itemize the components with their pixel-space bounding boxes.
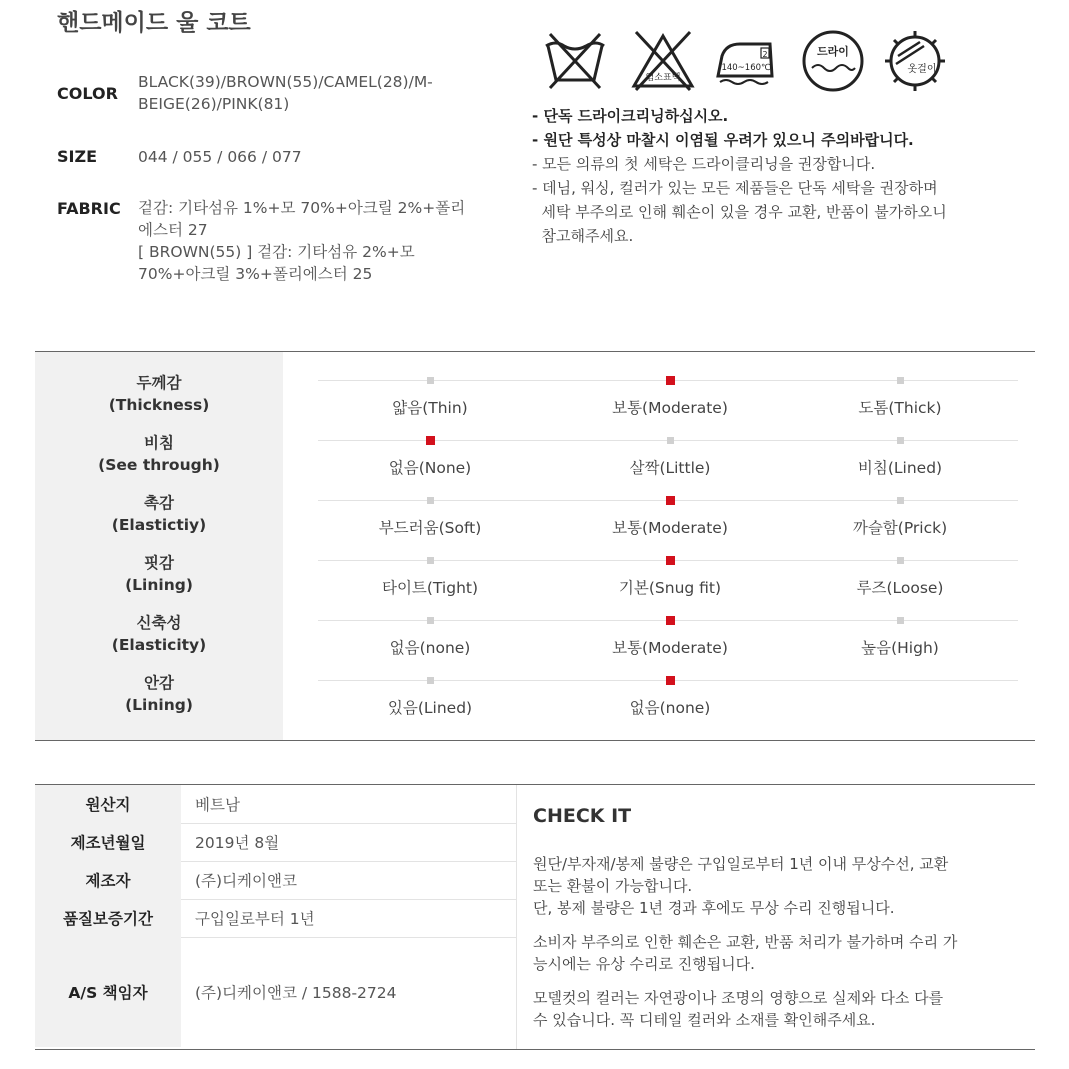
- note-line: 세탁 부주의로 인해 훼손이 있을 경우 교환, 반품이 불가하오니: [532, 203, 947, 221]
- bleach-text: 염소표백: [645, 73, 681, 83]
- size-value: 044 / 055 / 066 / 077: [138, 148, 302, 166]
- check-line: 수 있습니다. 꼭 디테일 컬러와 소재를 확인해주세요.: [533, 1011, 876, 1029]
- rating-option: 얇음(Thin): [392, 399, 468, 417]
- rating-option: 높음(High): [861, 639, 939, 657]
- check-line: 또는 환불이 가능합니다.: [533, 877, 693, 895]
- care-icons: [542, 28, 962, 94]
- rating-name: [35, 552, 283, 596]
- rating-name-en: (Lining): [125, 696, 193, 714]
- rating-name: [35, 372, 283, 416]
- info-label: 원산지: [35, 785, 181, 823]
- rating-marker-selected: [426, 436, 435, 445]
- rating-name: [35, 432, 283, 476]
- info-label: 제조자: [35, 861, 181, 899]
- info-divider: [516, 785, 517, 1049]
- dry-clean-icon: [800, 28, 866, 98]
- fabric-value: [138, 197, 508, 285]
- info-row: [35, 785, 516, 824]
- info-value: 2019년 8월: [195, 834, 280, 852]
- iron-digit: 2: [762, 50, 768, 59]
- no-hand-wash-icon: [542, 28, 608, 98]
- rating-name-ko: 안감: [144, 674, 174, 692]
- rating-row: [35, 432, 1035, 492]
- rating-name-ko: 비침: [144, 434, 174, 452]
- rating-name: [35, 672, 283, 716]
- rating-marker: [427, 677, 434, 684]
- rating-option: 없음(none): [389, 639, 471, 657]
- rating-option: 보통(Moderate): [612, 519, 728, 537]
- info-value: (주)디케이앤코: [195, 872, 297, 890]
- rating-option: 보통(Moderate): [612, 399, 728, 417]
- rating-name-ko: 신축성: [136, 614, 182, 632]
- rating-option: 타이트(Tight): [381, 579, 479, 597]
- rating-option: 있음(Lined): [387, 699, 473, 717]
- dry-text: 드라이: [817, 45, 849, 58]
- rating-name-en: (See through): [98, 456, 220, 474]
- rating-marker: [897, 377, 904, 384]
- info-label: A/S 책임자: [35, 937, 181, 1047]
- note-line: - 데님, 워싱, 컬러가 있는 모든 제품들은 단독 세탁을 권장하며: [532, 179, 938, 197]
- info-label: 품질보증기간: [35, 899, 181, 937]
- product-title: 핸드메이드 울 코트: [57, 10, 251, 36]
- care-notes: [532, 104, 1032, 248]
- rating-row: [35, 672, 1035, 732]
- no-bleach-icon: [630, 28, 696, 98]
- note-line: - 단독 드라이크리닝하십시오.: [532, 107, 729, 125]
- rating-name-ko: 촉감: [144, 494, 174, 512]
- rating-marker-selected: [666, 376, 675, 385]
- rating-marker: [897, 617, 904, 624]
- check-line: 모델컷의 컬러는 자연광이나 조명의 영향으로 실제와 다소 다를: [533, 989, 944, 1007]
- rating-option: 살짝(Little): [629, 459, 711, 477]
- info-row: [35, 861, 516, 900]
- rating-option: 부드러움(Soft): [378, 519, 482, 537]
- rating-marker: [897, 437, 904, 444]
- rating-marker: [427, 617, 434, 624]
- check-line: 원단/부자재/봉제 불량은 구입일로부터 1년 이내 무상수선, 교환: [533, 855, 949, 873]
- color-line: BLACK(39)/BROWN(55)/CAMEL(28)/M-: [138, 73, 433, 91]
- fabric-label: FABRIC: [57, 199, 121, 218]
- rating-option: 까슬함(Prick): [852, 519, 948, 537]
- rating-row: [35, 612, 1035, 672]
- fabric-line: 겉감: 기타섬유 1%+모 70%+아크릴 2%+폴리: [138, 199, 466, 217]
- fabric-line: 70%+아크릴 3%+폴리에스터 25: [138, 265, 373, 283]
- rating-marker: [667, 437, 674, 444]
- rating-name-en: (Lining): [125, 576, 193, 594]
- rating-row: [35, 372, 1035, 432]
- color-value: [138, 71, 508, 115]
- iron-icon: [714, 28, 780, 98]
- product-info-table: [35, 784, 1035, 1050]
- rating-marker: [427, 557, 434, 564]
- rating-marker-selected: [666, 556, 675, 565]
- check-line: 단, 봉제 불량은 1년 경과 후에도 무상 수리 진행됩니다.: [533, 899, 895, 917]
- color-line: BEIGE(26)/PINK(81): [138, 95, 290, 113]
- rating-marker: [897, 497, 904, 504]
- fabric-line: [ BROWN(55) ] 겉감: 기타섬유 2%+모: [138, 243, 415, 261]
- no-tumble-dry-icon: [882, 28, 948, 98]
- info-label: 제조년월일: [35, 823, 181, 861]
- rating-option: 없음(None): [388, 459, 472, 477]
- rating-marker: [897, 557, 904, 564]
- info-row: [35, 823, 516, 862]
- rating-marker-selected: [666, 496, 675, 505]
- hanger-text: 옷걸이: [907, 64, 937, 75]
- rating-option: 루즈(Loose): [856, 579, 944, 597]
- rating-marker: [427, 497, 434, 504]
- note-line: - 모든 의류의 첫 세탁은 드라이클리닝을 권장합니다.: [532, 155, 876, 173]
- rating-marker-selected: [666, 676, 675, 685]
- iron-temp: 140~160℃: [721, 63, 771, 73]
- fabric-rating-table: [35, 351, 1035, 741]
- check-paragraph: [533, 987, 1023, 1031]
- rating-option: 보통(Moderate): [612, 639, 728, 657]
- rating-row: [35, 552, 1035, 612]
- rating-row: [35, 492, 1035, 552]
- info-row: [35, 899, 516, 938]
- rating-option: 기본(Snug fit): [618, 579, 722, 597]
- check-line: 소비자 부주의로 인한 훼손은 교환, 반품 처리가 불가하며 수리 가: [533, 933, 958, 951]
- rating-name-en: (Thickness): [108, 396, 210, 414]
- color-label: COLOR: [57, 84, 118, 103]
- rating-name: [35, 612, 283, 656]
- check-paragraph: [533, 931, 1023, 975]
- check-line: 능시에는 유상 수리로 진행됩니다.: [533, 955, 755, 973]
- rating-name-en: (Elasticity): [111, 636, 207, 654]
- info-value: 베트남: [195, 796, 240, 814]
- rating-name-ko: 두께감: [136, 374, 182, 392]
- rating-name: [35, 492, 283, 536]
- info-value: 구입일로부터 1년: [195, 910, 315, 928]
- rating-option: 도톰(Thick): [858, 399, 942, 417]
- rating-option: 없음(none): [629, 699, 711, 717]
- rating-marker-selected: [666, 616, 675, 625]
- fabric-line: 에스터 27: [138, 221, 208, 239]
- note-line: - 원단 특성상 마찰시 이염될 우려가 있으니 주의바랍니다.: [532, 131, 914, 149]
- rating-name-ko: 핏감: [144, 554, 174, 572]
- rating-name-en: (Elastictiy): [111, 516, 207, 534]
- note-line: 참고해주세요.: [532, 227, 634, 245]
- info-row: [35, 937, 516, 1047]
- rating-marker: [427, 377, 434, 384]
- size-label: SIZE: [57, 147, 98, 166]
- check-it-title: CHECK IT: [533, 805, 632, 827]
- rating-option: 비침(Lined): [857, 459, 943, 477]
- info-value: (주)디케이앤코 / 1588-2724: [195, 984, 397, 1002]
- check-paragraph: [533, 853, 1023, 919]
